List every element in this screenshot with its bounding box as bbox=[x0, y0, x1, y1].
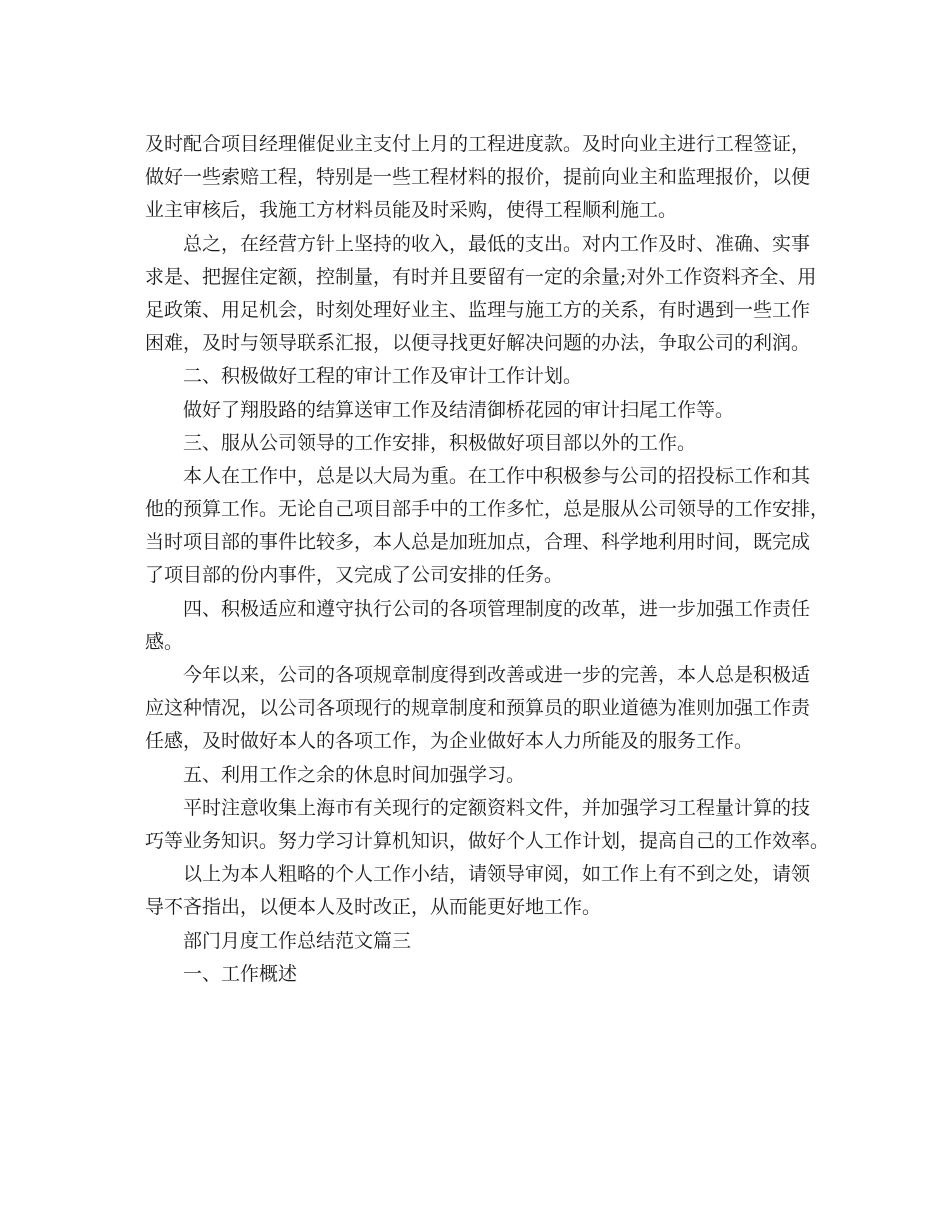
text-line: 感。 bbox=[145, 630, 184, 653]
text-line: 三、服从公司领导的工作安排，积极做好项目部以外的工作。 bbox=[183, 431, 697, 454]
text-line: 四、积极适应和遵守执行公司的各项管理制度的改革，进一步加强工作责任 bbox=[183, 597, 811, 620]
text-line: 导不吝指出，以便本人及时改正，从而能更好地工作。 bbox=[145, 896, 602, 919]
text-line: 任感，及时做好本人的各项工作，为企业做好本人力所能及的服务工作。 bbox=[145, 730, 754, 753]
text-line: 他的预算工作。无论自己项目部手中的工作多忙，总是服从公司领导的工作安排， bbox=[145, 498, 830, 521]
paragraph-p1 bbox=[145, 128, 809, 228]
text-line: 困难，及时与领导联系汇报，以便寻找更好解决问题的办法，争取公司的利润。 bbox=[145, 332, 811, 355]
text-line: 今年以来，公司的各项规章制度得到改善或进一步的完善，本人总是积极适 bbox=[183, 664, 811, 686]
paragraph-p9 bbox=[145, 759, 809, 792]
text-line: 做好了翔股路的结算送审工作及结清御桥花园的审计扫尾工作等。 bbox=[183, 398, 735, 421]
paragraph-p4 bbox=[145, 394, 809, 427]
text-line: 巧等业务知识。努力学习计算机知识，做好个人工作计划，提高自己的工作效率。 bbox=[145, 829, 830, 852]
paragraph-p12 bbox=[145, 925, 809, 958]
text-line: 以上为本人粗略的个人工作小结，请领导审阅，如工作上有不到之处，请领 bbox=[183, 863, 811, 886]
text-line: 一、工作概述 bbox=[183, 962, 298, 985]
text-line: 平时注意收集上海市有关现行的定额资料文件，并加强学习工程量计算的技 bbox=[183, 796, 811, 819]
paragraph-p13 bbox=[145, 958, 809, 991]
text-line: 五、利用工作之余的休息时间加强学习。 bbox=[183, 763, 526, 786]
text-line: 做好一些索赔工程，特别是一些工程材料的报价，提前向业主和监理报价，以便 bbox=[145, 166, 811, 189]
paragraph-p8 bbox=[145, 659, 809, 759]
text-line: 求是、把握住定额，控制量，有时并且要留有一定的余量;对外工作资料齐全、用 bbox=[145, 265, 817, 288]
paragraph-p3 bbox=[145, 360, 809, 393]
paragraph-p6 bbox=[145, 460, 830, 593]
text-line: 二、积极做好工程的审计工作及审计工作计划。 bbox=[183, 365, 583, 388]
paragraph-p7 bbox=[145, 593, 809, 659]
paragraph-p5 bbox=[145, 427, 809, 460]
text-line: 部门月度工作总结范文篇三 bbox=[183, 929, 412, 952]
text-line: 本人在工作中，总是以大局为重。在工作中积极参与公司的招投标工作和其 bbox=[183, 464, 811, 487]
paragraph-p10 bbox=[145, 792, 830, 858]
paragraph-p11 bbox=[145, 858, 809, 924]
text-line: 总之，在经营方针上坚持的收入，最低的支出。对内工作及时、准确、实事 bbox=[183, 232, 811, 255]
paragraph-p2 bbox=[145, 228, 817, 361]
text-line: 业主审核后，我施工方材料员能及时采购，使得工程顺利施工。 bbox=[145, 199, 678, 222]
text-line: 足政策、用足机会，时刻处理好业主、监理与施工方的关系，有时遇到一些工作 bbox=[145, 298, 811, 321]
document-body bbox=[145, 128, 830, 991]
text-line: 了项目部的份内事件，又完成了公司安排的任务。 bbox=[145, 564, 564, 587]
text-line: 应这种情况，以公司各项现行的规章制度和预算员的职业道德为准则加强工作责 bbox=[145, 697, 811, 720]
text-line: 当时项目部的事件比较多，本人总是加班加点，合理、科学地利用时间，既完成 bbox=[145, 531, 811, 554]
text-line: 及时配合项目经理催促业主支付上月的工程进度款。及时向业主进行工程签证， bbox=[145, 133, 811, 155]
